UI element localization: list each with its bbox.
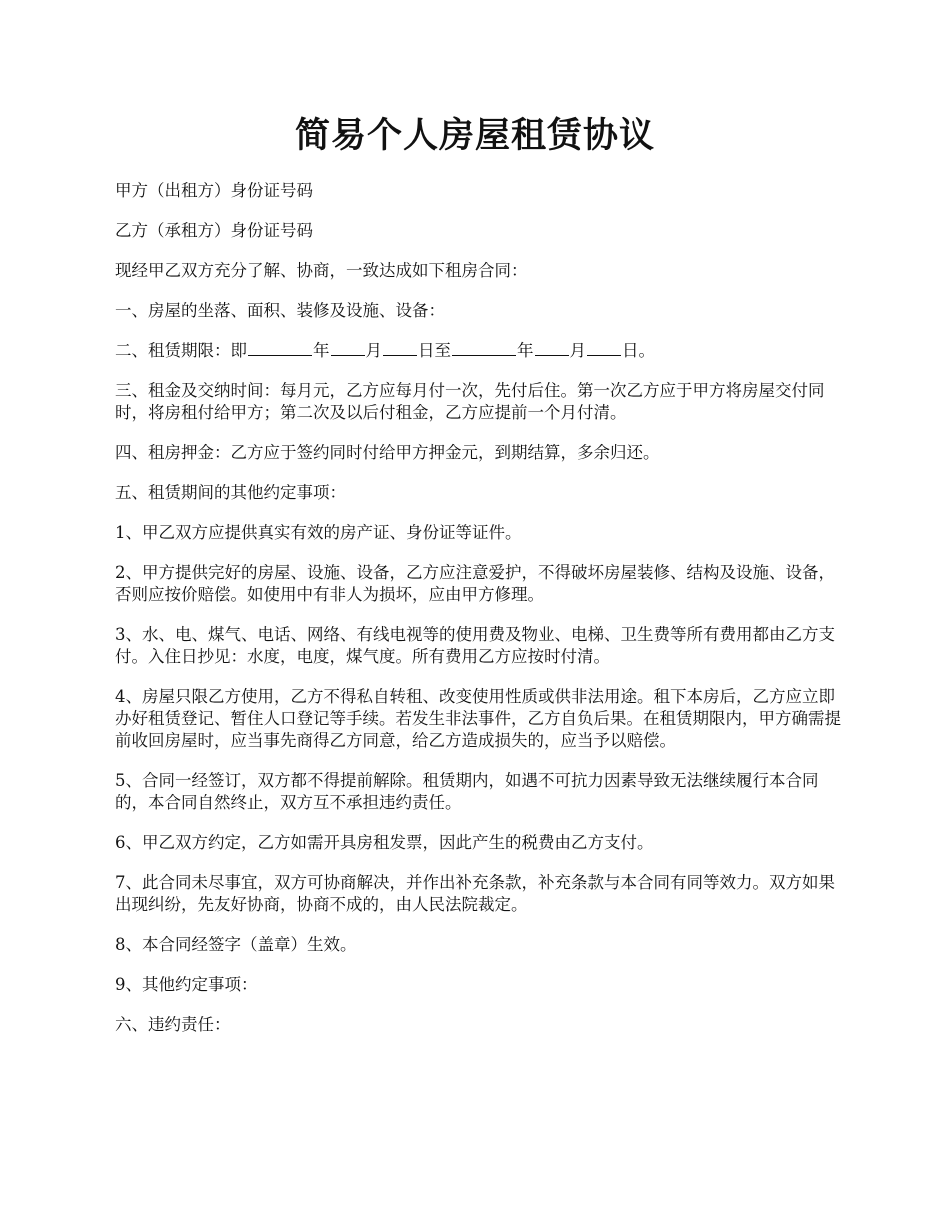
end-month-label: 月 bbox=[569, 341, 586, 360]
end-year-label: 年 bbox=[517, 341, 534, 360]
section-6-heading: 六、违约责任： bbox=[115, 1015, 231, 1034]
clause-6: 6、甲乙双方约定，乙方如需开具房租发票，因此产生的税费由乙方支付。 bbox=[115, 833, 654, 852]
lease-term-prefix: 二、租赁期限：即 bbox=[115, 341, 247, 360]
clause-8: 8、本合同经签字（盖章）生效。 bbox=[115, 935, 357, 954]
end-year-blank bbox=[452, 340, 516, 356]
start-year-blank bbox=[248, 340, 312, 356]
clause-4: 4、房屋只限乙方使用，乙方不得私自转租、改变使用性质或供非法用途。租下本房后，乙方应立即办好租赁登记、暂住人口登记等手续。若发生非法事件，乙方自负后果。在租赁期限内，甲方确需提前收回房屋时，应当事先商得乙方同意，给乙方造成损失的，应当予以赔偿。 bbox=[115, 687, 841, 750]
month-label: 月 bbox=[365, 341, 382, 360]
document-title: 简易个人房屋租赁协议 bbox=[294, 115, 655, 156]
rent-paragraph: 三、租金及交纳时间：每月元，乙方应每月付一次，先付后住。第一次乙方应于甲方将房屋交付同时，将房租付给甲方；第二次及以后付租金，乙方应提前一个月付清。 bbox=[115, 381, 825, 422]
section-5-heading: 五、租赁期间的其他约定事项： bbox=[115, 483, 346, 502]
clause-9: 9、其他约定事项： bbox=[115, 975, 258, 994]
clause-2: 2、甲方提供完好的房屋、设施、设备，乙方应注意爱护，不得破坏房屋装修、结构及设施、设备，否则应按价赔偿。如使用中有非人为损坏，应由甲方修理。 bbox=[115, 563, 835, 604]
lease-term-line bbox=[115, 340, 845, 362]
end-month-blank bbox=[535, 340, 569, 356]
clause-1: 1、甲乙双方应提供真实有效的房产证、身份证等证件。 bbox=[115, 523, 522, 542]
clause-7: 7、此合同未尽事宜，双方可协商解决，并作出补充条款，补充条款与本合同有同等效力。双方如果出现纠纷，先友好协商，协商不成的，由人民法院裁定。 bbox=[115, 873, 835, 914]
document-body bbox=[115, 180, 845, 1054]
start-day-blank bbox=[383, 340, 417, 356]
start-month-blank bbox=[331, 340, 365, 356]
day-to-label: 日至 bbox=[418, 341, 451, 360]
end-day-blank bbox=[587, 340, 621, 356]
clause-3: 3、水、电、煤气、电话、网络、有线电视等的使用费及物业、电梯、卫生费等所有费用都由乙方支付。入住日抄见：水度，电度，煤气度。所有费用乙方应按时付清。 bbox=[115, 625, 835, 666]
day-end-label: 日。 bbox=[622, 341, 655, 360]
intro-paragraph: 现经甲乙双方充分了解、协商，一致达成如下租房合同： bbox=[115, 261, 528, 280]
section-1-heading: 一、房屋的坐落、面积、装修及设施、设备： bbox=[115, 301, 445, 320]
deposit-paragraph: 四、租房押金：乙方应于签约同时付给甲方押金元，到期结算，多余归还。 bbox=[115, 443, 660, 462]
party-a-line: 甲方（出租方）身份证号码 bbox=[115, 181, 313, 200]
party-b-line: 乙方（承租方）身份证号码 bbox=[115, 221, 313, 240]
clause-5: 5、合同一经签订，双方都不得提前解除。租赁期内，如遇不可抗力因素导致无法继续履行本合同的，本合同自然终止，双方互不承担违约责任。 bbox=[115, 771, 819, 812]
year-label: 年 bbox=[313, 341, 330, 360]
